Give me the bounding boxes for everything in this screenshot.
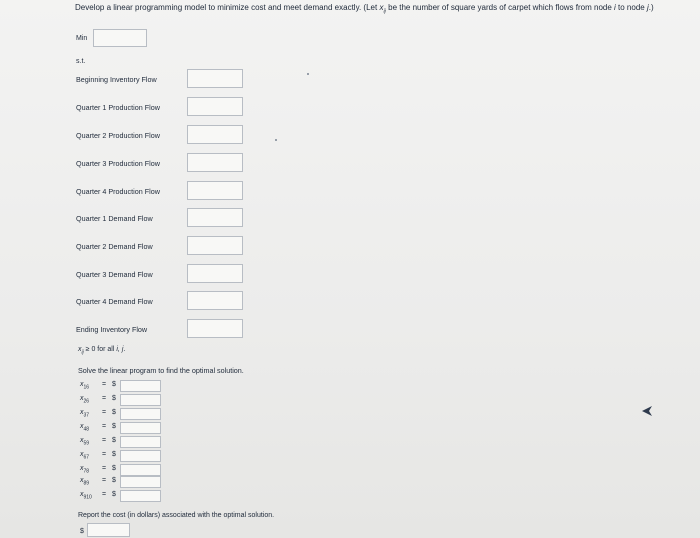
- intro-text-2: be the number of square yards of carpet which flows from node: [385, 3, 615, 12]
- var-name: x: [80, 465, 84, 472]
- solution-input-x910[interactable]: [120, 490, 161, 502]
- nonneg-ij: i, j: [116, 346, 124, 353]
- equals-sign: =: [102, 395, 107, 402]
- constraint-input-q3-production[interactable]: [187, 153, 243, 172]
- nonneg-text: ≥ 0 for all: [83, 346, 117, 353]
- intro-node-j: j: [646, 3, 649, 12]
- var-sub: 16: [83, 384, 90, 391]
- equals-sign: =: [102, 409, 107, 416]
- constraint-label-q4-demand: Quarter 4 Demand Flow: [76, 297, 153, 306]
- objective-input[interactable]: [93, 29, 147, 47]
- constraint-label-ending-inventory: Ending Inventory Flow: [76, 325, 148, 334]
- constraint-label-q2-production: Quarter 2 Production Flow: [76, 131, 160, 140]
- var-sub: 67: [83, 454, 90, 461]
- cost-dollar-sign: $: [80, 528, 84, 535]
- solution-input-x89[interactable]: [120, 476, 161, 488]
- stray-mark: [275, 139, 277, 141]
- constraint-input-ending-inventory[interactable]: [187, 319, 243, 338]
- solution-input-x59[interactable]: [120, 436, 161, 448]
- var-sub: 37: [83, 412, 90, 419]
- intro-text-3: to node: [615, 3, 647, 12]
- var-name: x: [80, 409, 84, 416]
- cost-input[interactable]: [87, 523, 130, 537]
- solve-prompt: Solve the linear program to find the optimal solution.: [78, 366, 244, 375]
- intro-text-4: .): [648, 3, 654, 12]
- mouse-pointer-icon: [640, 404, 654, 418]
- equals-sign: =: [102, 451, 107, 458]
- constraint-label-q1-production: Quarter 1 Production Flow: [76, 103, 160, 112]
- var-sub: 78: [83, 468, 90, 475]
- stray-mark: [307, 73, 309, 75]
- var-name: x: [80, 423, 84, 430]
- var-sub: 59: [83, 440, 90, 447]
- var-name: x: [80, 381, 84, 388]
- constraint-input-q2-demand[interactable]: [187, 236, 243, 255]
- dollar-sign: $: [112, 437, 116, 444]
- var-name: x: [80, 451, 84, 458]
- intro-text-1: Develop a linear programming model to minimize cost and meet demand exactly. (Let: [75, 3, 380, 12]
- nonnegativity-constraint: [78, 346, 125, 355]
- solution-input-x26[interactable]: [120, 394, 161, 406]
- equals-sign: =: [102, 381, 107, 388]
- subject-to-label: s.t.: [76, 58, 86, 65]
- var-name: x: [80, 437, 84, 444]
- dollar-sign: $: [112, 395, 116, 402]
- solution-input-x16[interactable]: [120, 380, 161, 392]
- nonneg-end: .: [123, 346, 126, 353]
- constraint-input-q4-production[interactable]: [187, 181, 243, 200]
- dollar-sign: $: [112, 409, 116, 416]
- dollar-sign: $: [112, 491, 116, 498]
- constraint-input-q4-demand[interactable]: [187, 291, 243, 310]
- constraint-label-beginning-inventory: Beginning Inventory Flow: [76, 75, 157, 84]
- dollar-sign: $: [112, 465, 116, 472]
- constraint-input-q1-demand[interactable]: [187, 208, 243, 227]
- var-sub: 89: [83, 480, 90, 487]
- dollar-sign: $: [112, 381, 116, 388]
- dollar-sign: $: [112, 451, 116, 458]
- solution-input-x37[interactable]: [120, 408, 161, 420]
- solution-input-x78[interactable]: [120, 464, 161, 476]
- solution-input-x48[interactable]: [120, 422, 161, 434]
- dollar-sign: $: [112, 423, 116, 430]
- constraint-label-q3-production: Quarter 3 Production Flow: [76, 159, 160, 168]
- solution-input-x67[interactable]: [120, 450, 161, 462]
- constraint-input-q3-demand[interactable]: [187, 264, 243, 283]
- var-sub: 26: [83, 398, 90, 405]
- equals-sign: =: [102, 491, 107, 498]
- objective-label: Min: [76, 35, 88, 42]
- dollar-sign: $: [112, 477, 116, 484]
- constraint-input-beginning-inventory[interactable]: [187, 69, 243, 88]
- var-name: x: [80, 395, 84, 402]
- problem-instructions: [75, 2, 685, 18]
- equals-sign: =: [102, 465, 107, 472]
- constraint-input-q1-production[interactable]: [187, 97, 243, 116]
- constraint-label-q4-production: Quarter 4 Production Flow: [76, 187, 160, 196]
- constraint-label-q2-demand: Quarter 2 Demand Flow: [76, 242, 153, 251]
- intro-node-i: i: [614, 3, 616, 12]
- nonneg-var: x: [78, 346, 82, 353]
- equals-sign: =: [102, 423, 107, 430]
- var-name: x: [80, 477, 84, 484]
- constraint-input-q2-production[interactable]: [187, 125, 243, 144]
- constraint-label-q1-demand: Quarter 1 Demand Flow: [76, 214, 153, 223]
- nonneg-sub: ij: [81, 349, 84, 356]
- equals-sign: =: [102, 437, 107, 444]
- var-sub: 910: [83, 494, 92, 501]
- intro-var-sub: ij: [383, 8, 386, 15]
- cost-prompt: Report the cost (in dollars) associated with the optimal solution.: [78, 512, 275, 519]
- var-name: x: [80, 491, 84, 498]
- equals-sign: =: [102, 477, 107, 484]
- constraint-label-q3-demand: Quarter 3 Demand Flow: [76, 270, 153, 279]
- intro-var: x: [379, 3, 384, 12]
- var-sub: 48: [83, 426, 90, 433]
